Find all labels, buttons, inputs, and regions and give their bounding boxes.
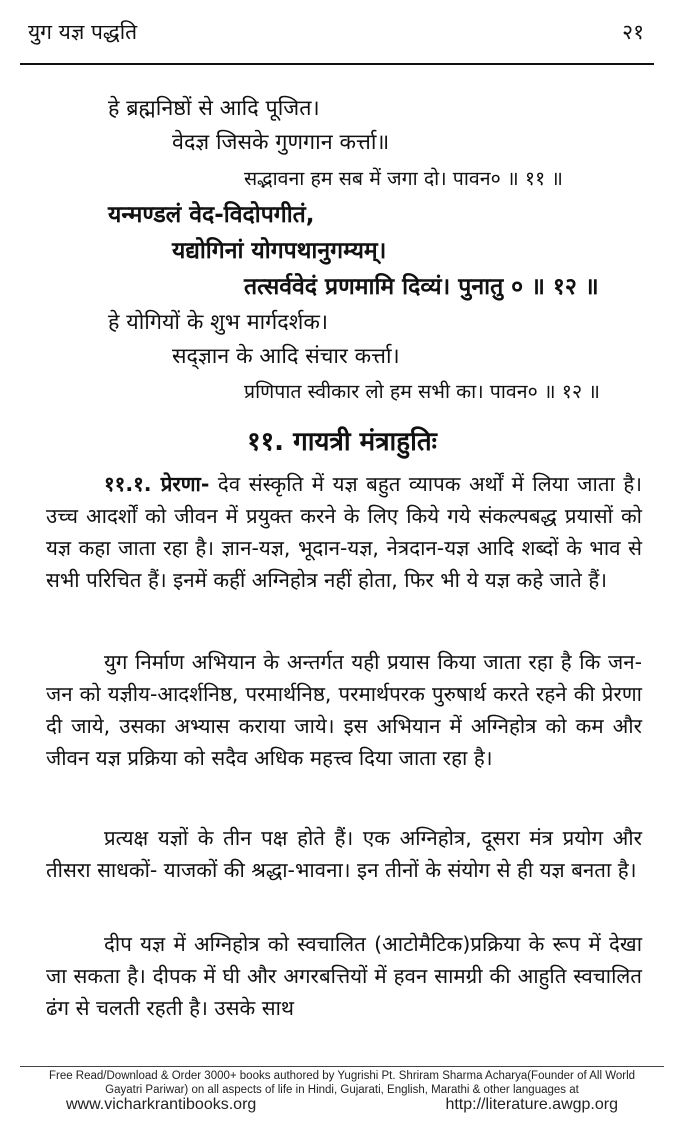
page-number: २१ [622,20,644,44]
running-title: युग यज्ञ पद्धति [28,20,138,44]
verse-line: सद्ज्ञान के आदि संचार कर्त्ता। [172,344,400,369]
paragraph [46,928,642,1024]
footer-divider [20,1066,664,1067]
page-header [28,14,644,54]
sanskrit-verse-line: यद्योगिनां योगपथानुगम्यम्। [172,238,387,264]
sanskrit-verse-line: यन्मण्डलं वेद-विदोपगीतं, [108,202,315,228]
verse-line: हे योगियों के शुभ मार्गदर्शक। [108,310,328,335]
verse-line: वेदज्ञ जिसके गुणगान कर्त्ता॥ [172,130,390,155]
paragraph [46,822,642,886]
verse-line: हे ब्रह्मनिष्ठों से आदि पूजित। [108,96,320,121]
paragraph-lead: ११.१. प्रेरणा- [104,472,210,496]
verse-line: प्रणिपात स्वीकार लो हम सभी का। पावन० ॥ १२ ॥ [244,380,600,403]
footer-note: Free Read/Download & Order 3000+ books authored by Yugrishi Pt. Shriram Sharma Acharya(Founder of All World Gayatri Pariwar) on all aspects of life in Hindi, Gujarati, English, Marathi & other languages at [48,1070,636,1096]
paragraph-text: देव संस्कृति में यज्ञ बहुत व्यापक अर्थों में लिया जाता है। उच्च आदर्शों को जीवन में प्रयुक्त करने के लिए किये गये संकल्पबद्ध प्रयासों को यज्ञ कहा जाता रहा है। ज्ञान-यज्ञ, भूदान-यज्ञ, नेत्रदान-यज्ञ आदि शब्दों के भाव से सभी परिचित हैं। इनमें कहीं अग्निहोत्र नहीं होता, फिर भी ये यज्ञ कहे जाते हैं। [46,472,642,592]
paragraph-text: युग निर्माण अभियान के अन्तर्गत यही प्रयास किया जाता रहा है कि जन-जन को यज्ञीय-आदर्शनिष्ठ, परमार्थनिष्ठ, परमार्थपरक पुरुषार्थ करते रहने की प्रेरणा दी जाये, उसका अभ्यास कराया जाये। इस अभियान में अग्निहोत्र को कम और जीवन यज्ञ प्रक्रिया को सदैव अधिक महत्त्व दिया जाता रहा है। [46,650,642,770]
paragraph [46,646,642,774]
sanskrit-verse-line: तत्सर्ववेदं प्रणमामि दिव्यं। पुनातु ० ॥ १२ ॥ [244,274,599,300]
verse-line: सद्भावना हम सब में जगा दो। पावन० ॥ ११ ॥ [244,167,563,190]
paragraph-text: प्रत्यक्ष यज्ञों के तीन पक्ष होते हैं। एक अग्निहोत्र, दूसरा मंत्र प्रयोग और तीसरा साधकों- याजकों की श्रद्धा-भावना। इन तीनों के संयोग से ही यज्ञ बनता है। [46,826,642,882]
paragraph [46,468,642,596]
header-divider [20,63,654,65]
section-heading: ११. गायत्री मंत्राहुतिः [247,427,437,457]
paragraph-text: दीप यज्ञ में अग्निहोत्र को स्वचालित (आटोमैटिक)प्रक्रिया के रूप में देखा जा सकता है। दीपक में घी और अगरबत्तियों में हवन सामग्री की आहुति स्वचालित ढंग से चलती रहती है। उसके साथ [46,932,642,1020]
footer-link-vicharkranti[interactable]: www.vicharkrantibooks.org [66,1096,257,1113]
footer-link-awgp[interactable]: http://literature.awgp.org [445,1096,618,1113]
